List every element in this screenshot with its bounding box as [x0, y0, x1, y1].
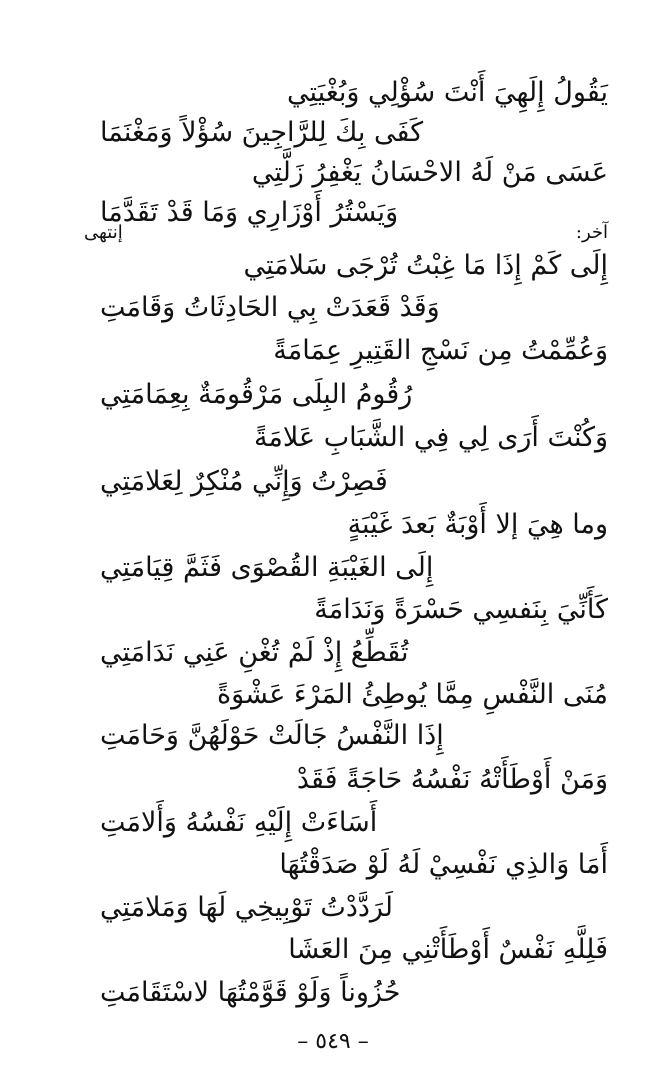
- verse-line-1: يَقُولُ إِلَهِيَ أَنْتَ سُؤْلِي وَبُغْيَتِي: [287, 77, 608, 108]
- verse-line-6: وَقَدْ قَعَدَتْ بِي الحَادِثَاتُ وَقَامَتِ: [100, 292, 440, 323]
- verse-line-22: حُزُوناً وَلَوْ قَوَّمْتُهَا لاسْتَقَامَتِ: [100, 977, 401, 1008]
- verse-line-12: إِلَى الغَيْبَةِ القُصْوَى فَثَمَّ قِيَامَتِي: [100, 552, 434, 583]
- verse-line-7: وَعُمِّمْتُ مِن نَسْجِ القَتِيرِ عِمَامَةً: [273, 335, 608, 366]
- verse-line-10: فَصِرْتُ وَإِنِّي مُنْكِرٌ لِعَلامَتِي: [100, 466, 388, 497]
- verse-line-9: وَكُنْتَ أَرَى لِي فِي الشَّبَابِ عَلامَةً: [253, 422, 608, 453]
- note-akhar: آخر:: [575, 222, 608, 243]
- verse-line-21: فَلِلَّهِ نَفْسٌ أَوْطَأَتْنِي مِنَ العَشَا: [288, 934, 608, 965]
- verse-line-17: وَمَنْ أَوْطَأَتْهُ نَفْسُهُ حَاجَةً فَقَدْ: [296, 764, 608, 795]
- verse-line-5: إِلَى كَمْ إِذَا مَا غِبْتُ تُرْجَى سَلامَتِي: [243, 250, 608, 281]
- verse-line-20: لَرَدَّدْتُ تَوْبِيخِي لَهَا وَمَلامَتِي: [100, 892, 394, 923]
- verse-line-14: تُقَطِّعُ إِذْ لَمْ تُغْنِ عَنِي نَدَامَتِي: [100, 637, 409, 668]
- verse-line-4: وَيَسْتُرُ أَوْزَارِي وَمَا قَدْ تَقَدَّمَا: [100, 197, 399, 228]
- verse-line-2: كَفَى بِكَ لِلرَّاجِينَ سُؤْلاً وَمَغْنَمَا: [100, 117, 424, 148]
- verse-line-19: أَمَا وَالذِي نَفْسِيْ لَهُ لَوْ صَدَقْتُهَا: [279, 849, 608, 880]
- note-intaha: إنتهى: [84, 222, 123, 243]
- verse-line-13: كَأَنِّيَ بِنَفسِي حَسْرَةً وَنَدَامَةً: [314, 594, 608, 625]
- verse-line-16: إِذَا النَّفْسُ جَالَتْ حَوْلَهُنَّ وَحَامَتِ: [100, 720, 444, 751]
- verse-line-8: رُقُومُ البِلَى مَرْقُومَةٌ بِعِمَامَتِي: [100, 379, 413, 410]
- page-number: – ٥٤٩ –: [297, 1029, 369, 1054]
- verse-line-3: عَسَى مَنْ لَهُ الاحْسَانُ يَغْفِرُ زَلَّتِي: [251, 157, 608, 188]
- verse-line-15: مُنَى النَّفْسِ مِمَّا يُوطِئُ المَرْءَ عَشْوَةً: [217, 679, 608, 710]
- verse-line-11: وما هِيَ إلا أَوْبَةٌ بَعدَ غَيْبَةٍ: [347, 509, 608, 540]
- verse-line-18: أَسَاءَتْ إِلَيْهِ نَفْسُهُ وَأَلامَتِ: [100, 807, 378, 838]
